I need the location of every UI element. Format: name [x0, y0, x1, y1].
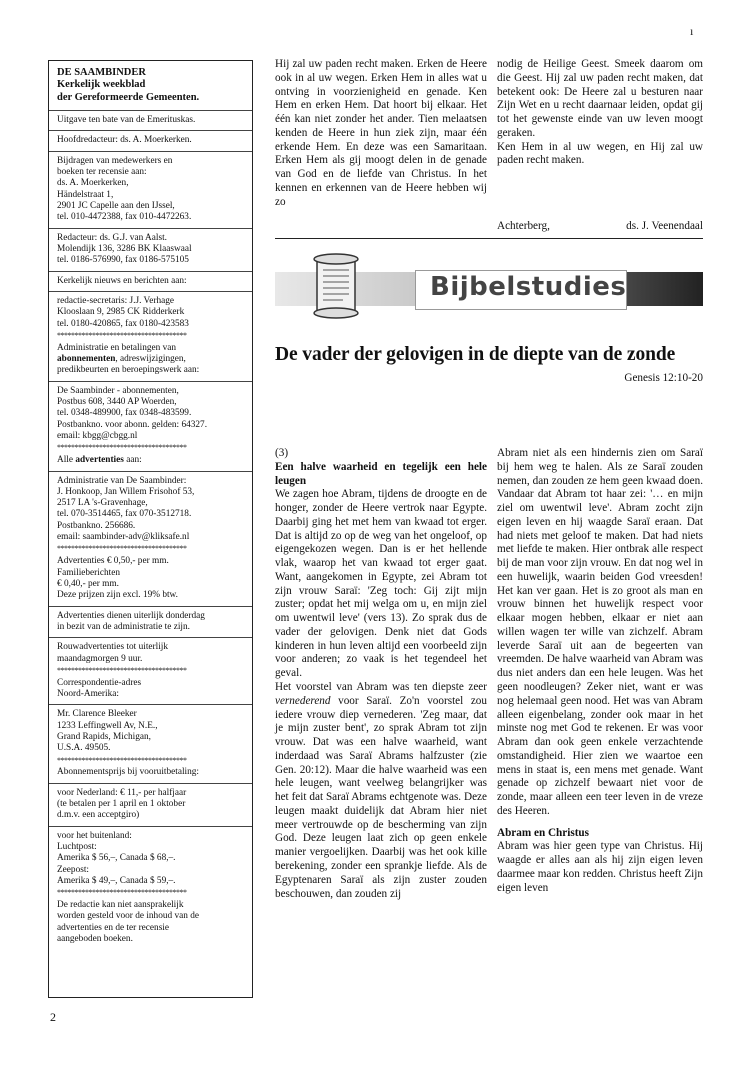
star-divider: *************************************	[57, 443, 187, 453]
contributions-block: Bijdragen van medewerkers en boeken ter recensie aan: ds. A. Moerkerken, Händelstraat 1, 2901 JC Capelle aan den IJssel, tel. 010-4472388, fax 010-4472263.	[57, 155, 192, 223]
scroll-icon	[303, 250, 369, 322]
part-number: (3)	[275, 447, 289, 459]
signature: Achterberg, ds. J. Veenendaal	[497, 220, 703, 232]
article-headline: De vader der gelovigen in de diepte van de zonde	[275, 344, 676, 365]
correspondence-heading: Correspondentie-adres Noord-Amerika:	[57, 677, 142, 699]
top-column-1: Hij zal uw paden recht maken. Erken de Heere ook in al uw wegen. Erken Hem in alles wat u ontving in voorzienigheid en genade. Ken Hem en erken Hem. Dat hoort bij elkaar. Het één kan niet zonder het ander. Tien melaatsen kenden de Heere in hun ziek zijn, maar één erkende Hem. En deze was een Samaritaan. Erken Hem als gij moogt delen in de genade van God en de liefde van Christus. In het kennen en erkennen van de Heere hebben wij zo	[275, 58, 487, 208]
ads-address: Administratie van De Saambinder: J. Honkoop, Jan Willem Frisohof 53, 2517 LA 's-Gravenhage, tel. 070-3514465, fax 070-3512718. Postbankno. 256686. email: saambinder-adv@kliksafe.nl	[57, 475, 195, 543]
ad-deadline: Advertenties dienen uiterlijk donderdag in bezit van de administratie te zijn.	[57, 610, 205, 632]
paragraph: Abram was hier geen type van Christus. Hij waagde er alles aan als hij zijn eigen leven daarmee maar kon redden. Christus heeft Zijn eigen leven	[497, 840, 703, 894]
mourning-deadline: Rouwadvertenties tot uiterlijk maandagmorgen 9 uur.	[57, 642, 169, 664]
ad-prices: Advertenties € 0,50,- per mm. Familieberichten € 0,40,- per mm. Deze prijzen zijn excl. 19% btw.	[57, 556, 178, 601]
colophon-title: DE SAAMBINDER Kerkelijk weekblad der Gereformeerde Gemeenten.	[57, 67, 200, 103]
top-column-2: nodig de Heilige Geest. Smeek daarom om die Geest. Hij zal uw paden recht maken, dat betekent ook: De Heere zal u besturen naar Zijn Wet en u recht daarnaar leiden, opdat gij tot het gewenste einde van uw leven moogt geraken. Ken Hem in al uw wegen, en Hij zal uw paden recht maken.	[497, 58, 703, 167]
star-divider: *************************************	[57, 331, 187, 341]
scan-mark: ı	[690, 24, 694, 38]
subheading: Een halve waarheid en tegelijk een hele leugen	[275, 460, 487, 487]
page-number: 2	[50, 1010, 56, 1024]
subscription-heading: Abonnementsprijs bij vooruitbetaling:	[57, 767, 200, 778]
chief-editor: Hoofdredacteur: ds. A. Moerkerken.	[57, 135, 192, 146]
section-banner	[275, 250, 703, 320]
banner-label: Bijbelstudies	[430, 272, 627, 302]
star-divider: *************************************	[57, 755, 187, 765]
colophon-sidebar	[48, 60, 253, 998]
editor-block: Redacteur: ds. G.J. van Aalst. Molendijk 136, 3286 BK Klaaswaal tel. 0186-576990, fax 0186-575105	[57, 232, 192, 266]
north-america-address: Mr. Clarence Bleeker 1233 Leffingwell Av, N.E., Grand Rapids, Michigan, U.S.A. 49505.	[57, 709, 158, 754]
paragraph: Abram niet als een hindernis zien om Saraï bij hem weg te halen. Als ze Saraï zouden nemen, dan zouden ze hem geen kwaad doen. Vandaar dat Abram tot haar zei: '… en mijn ziel om uwentwil leve'. Abram zocht zijn eigen leven en hij waagde Saraï eraan. Dat had niets met geloof te maken. Dat had niets met liefde te maken. Hier ontbrak alle respect bij de man voor zijn vrouw. En dat nog wel in een huwelijk, waarin beiden God vreesden! Het kan ver gaan. Het is zo groot als man en vrouw binnen het huwelijk respect voor elkaar mogen hebben, elkaar er niet aan willen wagen ter wille van zichzelf. Abram leverde Saraï uit aan de begeerten van vreemden. De halve waarheid van Abram was dus niet anders dan een hele leugen. Was het geen noodleugen? Zeker niet, want er was nog helemaal geen nood. Het was van Abram alleen eigenbelang, zonder ook maar in het minste nog met God te rekenen. Er was voor Abram dan ook geen enkele verzachtende omstandigheid. Hier zien we waartoe een mens in staat is, een mens met genade. Want genade op zichzelf bewaart niet voor de zonde, maar alleen een teer leven in de vreze des Heeren.	[497, 447, 703, 817]
paragraph: We zagen hoe Abram, tijdens de droogte en de honger, zonder de Heere vertrok naar Egypte. Daarbij ging het met hem van kwaad tot erger. Dat is altijd zo op de weg van het ongeloof, op eigengekozen wegen. Dan is er het hellende vlak, waarop het van kwaad tot erger gaat. Want, aangekomen in Egypte, zei Abram tot zijn vrouw Saraï: 'Zeg toch: Gij zijt mijn zuster; opdat het mij welga om u, en mijn ziel om uwentwil leve' (vers 13). Zo sprak dus de vader der gelovigen. Denk niet dat Gods kinderen in hun leven altijd een voorbeeld zijn voor anderen; zo vaak is het tegendeel het geval.	[275, 488, 487, 680]
secretariat-block: redactie-secretaris: J.J. Verhage Klooslaan 9, 2985 CK Ridderkerk tel. 0180-420865, fax 0180-423583	[57, 296, 189, 329]
ads-heading: Alle advertenties aan:	[57, 455, 142, 466]
star-divider: *************************************	[57, 665, 187, 675]
paragraph: Het voorstel van Abram was ten diepste zeer vernederend voor Saraï. Zo'n voorstel zou iedere vrouw diep vernederen. 'Zeg maar, dat je mijn zuster bent', zo sprak Abram tot zijn vrouw. Dat was een halve waarheid, want inderdaad was Saraï Abrams halfzuster (zie Gen. 20:12). Maar die halve waarheid was een hele leugen, want veelweg belangrijker was het feit dat Saraï Abrams echtgenote was. Deze leugen maakt duidelijk dat Abram hier niet meer vertrouwde op de bescherming van zijn God. Deze leugen laat zich op geen enkele manier vergoelijken. Daarbij was het ook kille berekening, zonder een sprankje liefde. Als de Egyptenaren Saraï als zijn zuster zouden beschouwen, dan zouden zij	[275, 681, 487, 900]
church-news-heading: Kerkelijk nieuws en berichten aan:	[57, 275, 187, 286]
article-column-2	[497, 447, 703, 896]
admin-heading: Administratie en betalingen van abonnementen, adreswijzigingen, predikbeurten en beroepingswerk aan:	[57, 342, 200, 376]
subscription-nl: voor Nederland: € 11,- per halfjaar (te betalen per 1 april en 1 oktober d.m.v. een acceptgiro)	[57, 787, 187, 821]
disclaimer: De redactie kan niet aansprakelijk worden gesteld voor de inhoud van de advertenties en de ter recensie aangeboden boeken.	[57, 900, 199, 944]
admin-address: De Saambinder - abonnementen, Postbus 608, 3440 AP Woerden, tel. 0348-489900, fax 0348-483599. Postbankno. voor abonn. gelden: 64327. email: kbgg@cbgg.nl	[57, 385, 208, 442]
subheading: Abram en Christus	[497, 826, 589, 839]
section-divider	[275, 238, 703, 239]
publisher-note: Uitgave ten bate van de Emerituskas.	[57, 115, 196, 126]
star-divider: *************************************	[57, 544, 187, 554]
star-divider: *************************************	[57, 888, 187, 898]
subscription-abroad: voor het buitenland: Luchtpost: Amerika $ 56,–, Canada $ 68,–. Zeepost: Amerika $ 49,–, Canada $ 59,–.	[57, 830, 176, 886]
scripture-reference: Genesis 12:10-20	[624, 372, 703, 384]
article-column-1	[275, 447, 487, 901]
